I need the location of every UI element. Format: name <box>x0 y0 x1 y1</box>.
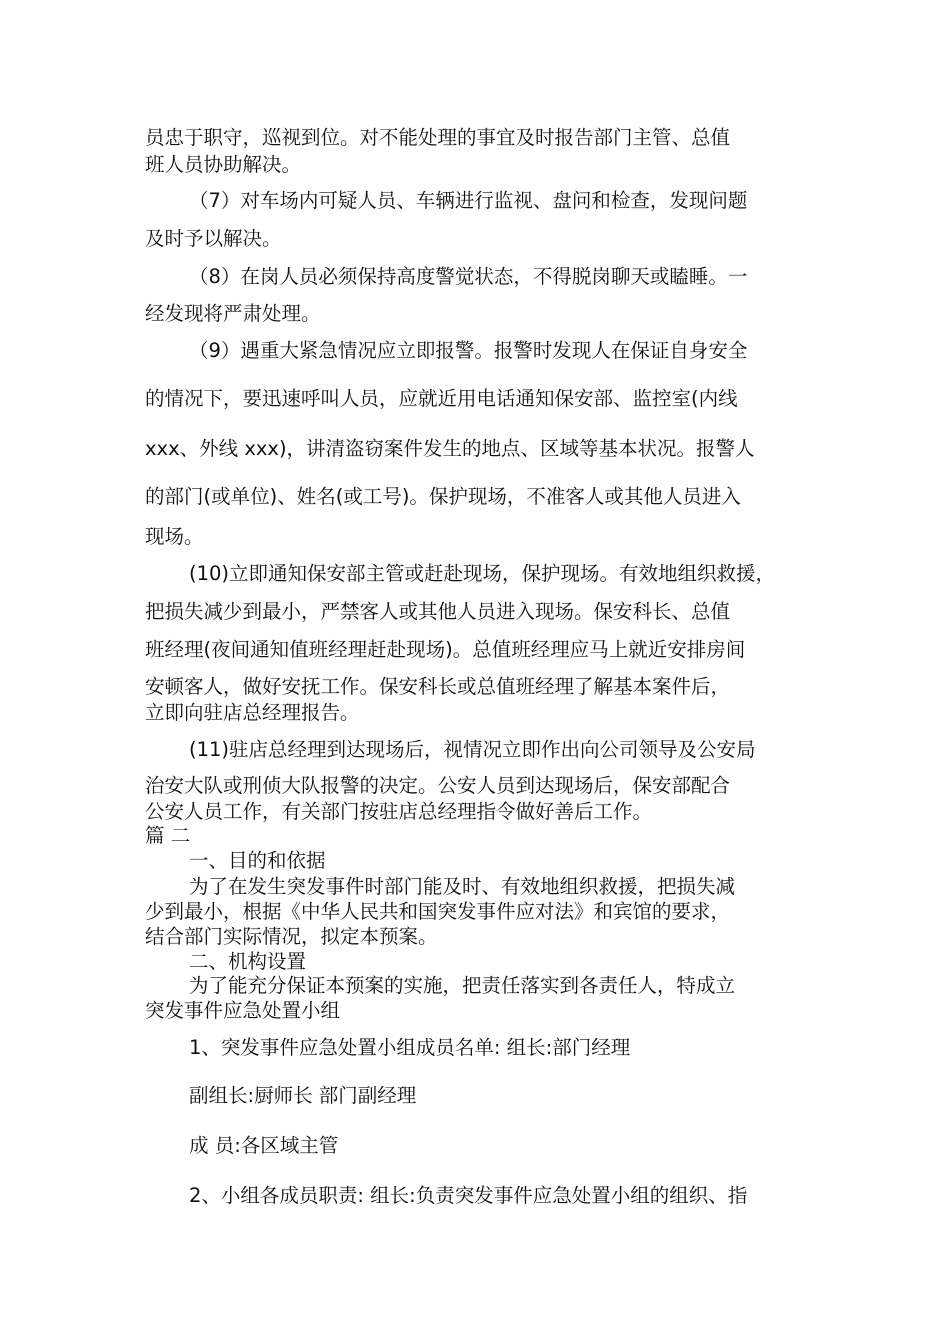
body-line: 安顿客人，做好安抚工作。保安科长或总值班经理了解基本案件后， <box>145 675 731 698</box>
body-line: 2、小组各成员职责: 组长:负责突发事件应急处置小组的组织、指 <box>189 1184 748 1207</box>
body-line: （9）遇重大紧急情况应立即报警。报警时发现人在保证自身安全 <box>189 339 748 362</box>
body-line: 班经理(夜间通知值班经理赶赴现场)。总值班经理应马上就近安排房间 <box>145 638 746 661</box>
body-line: (10)立即通知保安部主管或赶赴现场，保护现场。有效地组织救援， <box>189 562 776 585</box>
body-line: 结合部门实际情况，拟定本预案。 <box>145 925 438 948</box>
body-line: 的情况下，要迅速呼叫人员，应就近用电话通知保安部、监控室(内线 <box>145 387 738 410</box>
subsection-heading: 二、机构设置 <box>189 950 307 973</box>
body-line: 现场。 <box>145 525 204 548</box>
body-line: 副组长:厨师长 部门副经理 <box>189 1084 417 1107</box>
body-line: 成 员:各区域主管 <box>189 1134 339 1157</box>
body-line: 员忠于职守，巡视到位。对不能处理的事宜及时报告部门主管、总值 <box>145 126 731 149</box>
body-line: 的部门(或单位)、姓名(或工号)。保护现场，不准客人或其他人员进入 <box>145 485 741 508</box>
body-line: 公安人员工作，有关部门按驻店总经理指令做好善后工作。 <box>145 800 653 823</box>
body-line: 及时予以解决。 <box>145 227 282 250</box>
body-line: 突发事件应急处置小组 <box>145 999 341 1022</box>
body-line: 少到最小，根据《中华人民共和国突发事件应对法》和宾馆的要求， <box>145 900 731 923</box>
body-line: （7）对车场内可疑人员、车辆进行监视、盘问和检查，发现问题 <box>189 189 748 212</box>
body-line: xxx、外线 xxx)，讲清盗窃案件发生的地点、区域等基本状况。报警人 <box>145 437 755 460</box>
body-line: 经发现将严肃处理。 <box>145 302 321 325</box>
body-line: 把损失减少到最小，严禁客人或其他人员进入现场。保安科长、总值 <box>145 600 731 623</box>
body-line: 立即向驻店总经理报告。 <box>145 701 360 724</box>
body-line: 1、突发事件应急处置小组成员名单: 组长:部门经理 <box>189 1036 631 1059</box>
body-line: (11)驻店总经理到达现场后，视情况立即作出向公司领导及公安局 <box>189 738 756 761</box>
body-line: 为了在发生突发事件时部门能及时、有效地组织救援，把损失减 <box>189 875 736 898</box>
body-line: 为了能充分保证本预案的实施，把责任落实到各责任人，特成立 <box>189 974 736 997</box>
section-heading: 篇 二 <box>145 824 191 847</box>
body-line: 班人员协助解决。 <box>145 153 302 176</box>
body-line: （8）在岗人员必须保持高度警觉状态，不得脱岗聊天或瞌睡。一 <box>189 265 748 288</box>
subsection-heading: 一、目的和依据 <box>189 849 326 872</box>
body-line: 治安大队或刑侦大队报警的决定。公安人员到达现场后，保安部配合 <box>145 774 731 797</box>
